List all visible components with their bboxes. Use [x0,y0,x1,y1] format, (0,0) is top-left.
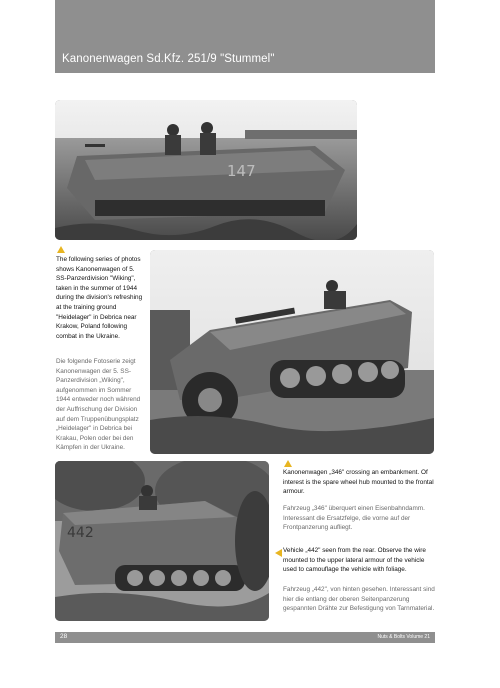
page-number: 28 [60,633,68,640]
caption-2-english: Kanonenwagen „346" crossing an embankment. Of interest is the spare wheel hub mounted to the frontal armour. [283,469,434,496]
caption-3-english: Vehicle „442" seen from the rear. Observe the wire mounted to the upper lateral armour of the vehicle used to camouflage the vehicle with foliage. [283,547,426,574]
caption-1-german: Die folgende Fotoserie zeigt Kanonenwagen der 5. SS-Panzerdivision „Wiking", aufgenommen im Sommer 1944 entweder noch während der Auffrischung der Division auf dem Truppenübungsplatz „Heidelager" in Debrica bei Krakau, Polen oder bei den Kämpfen in der Ukraine. [56,358,141,452]
hull-number-442: 442 [67,525,94,541]
photo-halftrack-346 [150,250,434,454]
caption-marker-icon [284,460,292,467]
hull-number-147: 147 [227,162,256,180]
photo-halftrack-147 [55,100,357,240]
caption-1-english: The following series of photos shows Kanonenwagen of 5. SS-Panzerdivision "Wiking", taken in the summer of 1944 during the division's refreshing at the training ground "Heidelager" in Debrica near Krakow, Poland following combat in the Ukraine. [56,256,143,340]
photo-halftrack-442 [55,461,269,621]
page-title: Kanonenwagen Sd.Kfz. 251/9 "Stummel" [62,53,275,65]
caption-3-german: Fahrzeug „442", von hinten gesehen. Interessant sind hier die entlang der oberen Seitenpanzerung gespannten Drähte zur Befestigung von Tarnmaterial. [283,586,435,613]
caption-pointer-icon [275,549,282,557]
caption-marker-icon [57,246,65,253]
publisher-label: Nuts & Bolts Volume 21 [377,634,430,640]
caption-2-german: Fahrzeug „346" überquert einen Eisenbahndamm. Interessant die Ersatzfelge, die vorne auf der Frontpanzerung aufliegt. [283,505,425,532]
